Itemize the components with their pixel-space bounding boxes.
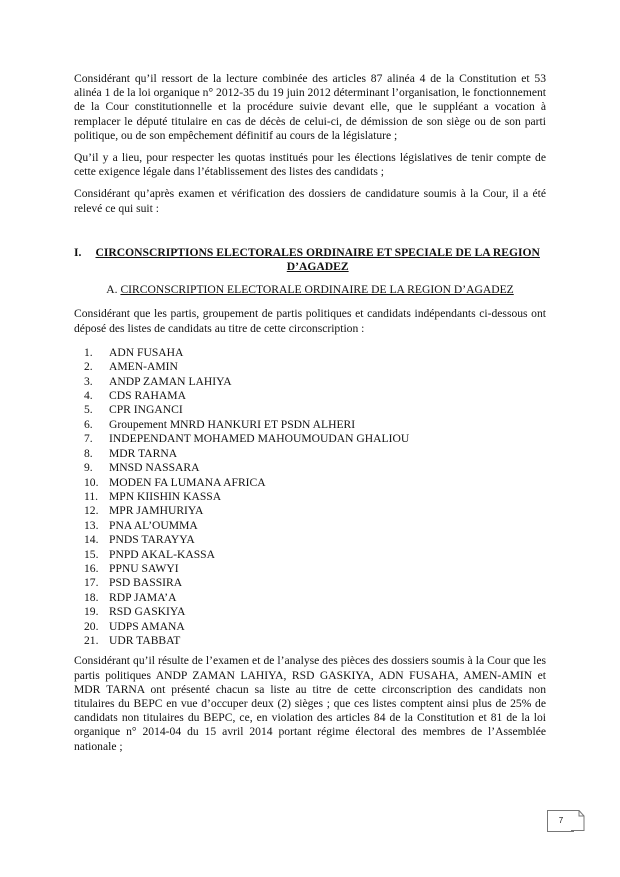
list-item <box>84 562 546 576</box>
subsection-heading <box>74 283 546 297</box>
list-item-label: ADN FUSAHA <box>109 345 184 359</box>
list-item-number: 7. <box>84 432 93 446</box>
list-item-number: 10. <box>84 475 99 489</box>
list-item-number: 12. <box>84 504 99 518</box>
list-item <box>84 533 546 547</box>
list-item <box>84 576 546 590</box>
list-item <box>84 490 546 504</box>
list-item-label: CDS RAHAMA <box>109 389 186 403</box>
list-item-label: MNSD NASSARA <box>109 461 200 475</box>
list-item-number: 21. <box>84 633 99 647</box>
list-item-label: ANDP ZAMAN LAHIYA <box>109 374 232 388</box>
list-item-number: 3. <box>84 374 93 388</box>
list-item <box>84 447 546 461</box>
list-item-label: UDPS AMANA <box>109 619 185 633</box>
list-item-number: 17. <box>84 576 99 590</box>
list-item <box>84 432 546 446</box>
list-item-label: MDR TARNA <box>109 446 178 460</box>
parties-list <box>74 346 546 649</box>
list-item-number: 13. <box>84 518 99 532</box>
paragraph-resultat: Considérant qu’il résulte de l’examen et de l’analyse des pièces des dossiers soumis à la Cour que les partis politiques ANDP ZAMAN LAHIYA, RSD GASKIYA, ADN FUSAHA, AMEN-AMIN et MDR TARNA ont présenté chacun sa liste au titre de cette circonscription des candidats non titulaires du BEPC en vue d’occuper deux (2) sièges ; que ces listes comptent ainsi plus de 25% de candidats non titulaires du BEPC, ce, en violation des articles 84 de la Constitution et 81 de la loi organique n° 2014-04 du 15 avril 2014 portant régime électoral des membres de l’Assemblée nationale ; <box>74 654 546 753</box>
list-item-label: PPNU SAWYI <box>109 561 179 575</box>
list-item-number: 6. <box>84 417 93 431</box>
list-item-label: MODEN FA LUMANA AFRICA <box>109 475 266 489</box>
list-item-label: PNA AL’OUMMA <box>109 518 198 532</box>
list-item-label: CPR INGANCI <box>109 403 183 417</box>
page-corner-fold-icon <box>571 810 585 831</box>
list-item-number: 1. <box>84 345 93 359</box>
list-item <box>84 375 546 389</box>
list-item <box>84 605 546 619</box>
list-item-number: 4. <box>84 389 93 403</box>
list-item <box>84 634 546 648</box>
list-item-number: 14. <box>84 533 99 547</box>
section-number: I. <box>74 245 82 259</box>
list-item <box>84 504 546 518</box>
list-item-label: MPN KIISHIN KASSA <box>109 489 222 503</box>
list-item-number: 5. <box>84 403 93 417</box>
paragraph-quotas: Qu’il y a lieu, pour respecter les quotas institués pour les élections législatives de tenir compte de cette exigence légale dans l’établissement des listes des candidats ; <box>74 151 546 179</box>
list-item-number: 8. <box>84 446 93 460</box>
list-item <box>84 548 546 562</box>
list-item <box>84 346 546 360</box>
paragraph-intro: Considérant que les partis, groupement de partis politiques et candidats indépendants ci-dessous ont déposé des listes de candidats au titre de cette circonscription : <box>74 307 546 335</box>
list-item-number: 20. <box>84 619 99 633</box>
document-page <box>74 72 546 762</box>
section-title: CIRCONSCRIPTIONS ELECTORALES ORDINAIRE ET SPECIALE DE LA REGION D’AGADEZ <box>95 245 540 274</box>
list-item-label: INDEPENDANT MOHAMED MAHOUMOUDAN GHALIOU <box>109 432 410 446</box>
list-item-label: PSD BASSIRA <box>109 576 183 590</box>
list-item-number: 11. <box>84 489 99 503</box>
list-item-label: Groupement MNRD HANKURI ET PSDN ALHERI <box>109 417 356 431</box>
list-item-number: 9. <box>84 461 93 475</box>
paragraph-examen: Considérant qu’après examen et vérification des dossiers de candidature soumis à la Cour, il a été relevé ce qui suit : <box>74 187 546 215</box>
paragraph-suppleant: Considérant qu’il ressort de la lecture combinée des articles 87 alinéa 4 de la Constitution et 53 alinéa 1 de la loi organique n° 2012-35 du 19 juin 2012 déterminant l’organisation, le fonctionnement de la Cour constitutionnelle et la procédure suivie devant elle, que le suppléant a vocation à remplacer le député titulaire en cas de décès de celui-ci, de démission de son siège ou de son parti politique, ou de son empêchement définitif au cours de la législature ; <box>74 72 546 142</box>
section-heading <box>74 246 546 274</box>
list-item-label: MPR JAMHURIYA <box>109 504 204 518</box>
list-item-label: UDR TABBAT <box>109 633 181 647</box>
list-item-number: 15. <box>84 547 99 561</box>
list-item-number: 19. <box>84 605 99 619</box>
list-item <box>84 360 546 374</box>
list-item <box>84 620 546 634</box>
list-item <box>84 461 546 475</box>
page-number: 7 <box>547 810 574 832</box>
subsection-title: CIRCONSCRIPTION ELECTORALE ORDINAIRE DE LA REGION D’AGADEZ <box>120 283 514 297</box>
list-item <box>84 418 546 432</box>
list-item-number: 16. <box>84 561 99 575</box>
list-item <box>84 403 546 417</box>
list-item <box>84 591 546 605</box>
list-item-number: 18. <box>84 590 99 604</box>
list-item-label: RSD GASKIYA <box>109 605 186 619</box>
subsection-letter: A. <box>106 283 118 297</box>
list-item-label: PNDS TARAYYA <box>109 533 195 547</box>
list-item-label: RDP JAMA’A <box>109 590 177 604</box>
list-item <box>84 476 546 490</box>
list-item <box>84 519 546 533</box>
list-item-label: PNPD AKAL-KASSA <box>109 547 215 561</box>
list-item-label: AMEN-AMIN <box>109 360 178 374</box>
list-item <box>84 389 546 403</box>
list-item-number: 2. <box>84 360 93 374</box>
